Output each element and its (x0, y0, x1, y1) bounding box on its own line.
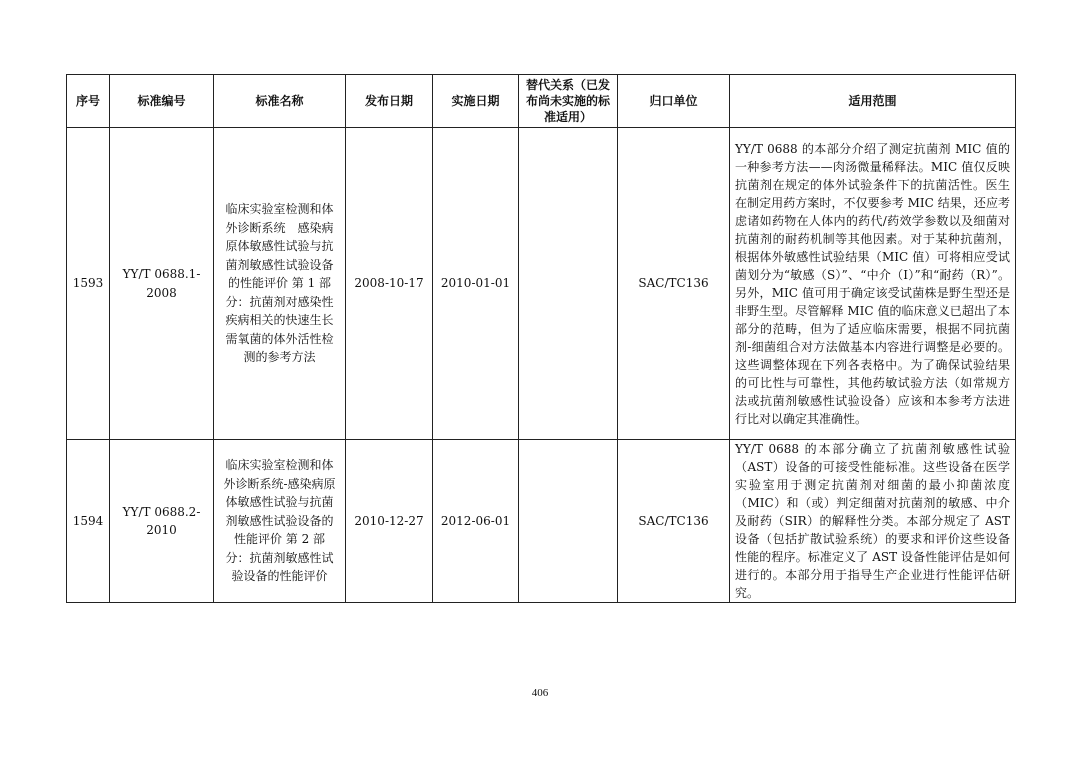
header-authority: 归口单位 (618, 75, 730, 128)
table-row (67, 128, 1016, 440)
table-row (67, 440, 1016, 603)
header-code: 标准编号 (110, 75, 214, 128)
header-implement-date: 实施日期 (433, 75, 519, 128)
cell-seq: 1594 (67, 440, 110, 603)
cell-code: YY/T 0688.1-2008 (110, 128, 214, 440)
cell-implement-date: 2012-06-01 (433, 440, 519, 603)
page-number: 406 (531, 687, 549, 699)
standards-table (66, 74, 1016, 603)
cell-replacement (519, 440, 618, 603)
cell-scope: YY/T 0688 的本部分确立了抗菌剂敏感性试验（AST）设备的可接受性能标准。这些设备在医学实验室用于测定抗菌剂对细菌的最小抑菌浓度（MIC）和（或）判定细菌对抗菌剂的敏感、中介及耐药（SIR）的解释性分类。本部分规定了 AST 设备（包括扩散试验系统）的要求和评价这些设备性能的程序。标准定义了 AST 设备性能评估是如何进行的。本部分用于指导生产企业进行性能评估研究。 (730, 440, 1016, 603)
cell-publish-date: 2010-12-27 (346, 440, 433, 603)
header-seq: 序号 (67, 75, 110, 128)
cell-scope: YY/T 0688 的本部分介绍了测定抗菌剂 MIC 值的一种参考方法——肉汤微量稀释法。MIC 值仅反映抗菌剂在规定的体外试验条件下的抗菌活性。医生在制定用药方案时，不仅要参考 MIC 结果，还应考虑诸如药物在人体内的药代/药效学参数以及细菌对抗菌剂的耐药机制等其他因素。对于某种抗菌剂，根据体外敏感性试验结果（MIC 值）可将相应受试菌划分为“敏感（S）”、“中介（I）”和“耐药（R）”。另外，MIC 值可用于确定该受试菌株是野生型还是非野生型。尽管解释 MIC 值的临床意义已超出了本部分的范畴，但为了适应临床需要，根据不同抗菌剂-细菌组合对方法做基本内容进行调整是必要的。这些调整体现在下列各表格中。为了确保试验结果的可比性与可靠性，其他药敏试验方法（如常规方法或抗菌剂敏感性试验设备）应该和本参考方法进行比对以确定其准确性。 (730, 128, 1016, 440)
cell-publish-date: 2008-10-17 (346, 128, 433, 440)
cell-seq: 1593 (67, 128, 110, 440)
header-scope: 适用范围 (730, 75, 1016, 128)
cell-authority: SAC/TC136 (618, 440, 730, 603)
header-publish-date: 发布日期 (346, 75, 433, 128)
header-name: 标准名称 (214, 75, 346, 128)
cell-name: 临床实验室检测和体外诊断系统-感染病原体敏感性试验与抗菌剂敏感性试验设备的性能评价 第 2 部分：抗菌剂敏感性试验设备的性能评价 (214, 440, 346, 603)
cell-code: YY/T 0688.2-2010 (110, 440, 214, 603)
cell-replacement (519, 128, 618, 440)
header-row (67, 75, 1016, 128)
header-replacement: 替代关系（已发布尚未实施的标准适用） (519, 75, 618, 128)
cell-authority: SAC/TC136 (618, 128, 730, 440)
cell-name: 临床实验室检测和体外诊断系统 感染病原体敏感性试验与抗菌剂敏感性试验设备的性能评价 第 1 部分：抗菌剂对感染性疾病相关的快速生长需氧菌的体外活性检测的参考方法 (214, 128, 346, 440)
cell-implement-date: 2010-01-01 (433, 128, 519, 440)
